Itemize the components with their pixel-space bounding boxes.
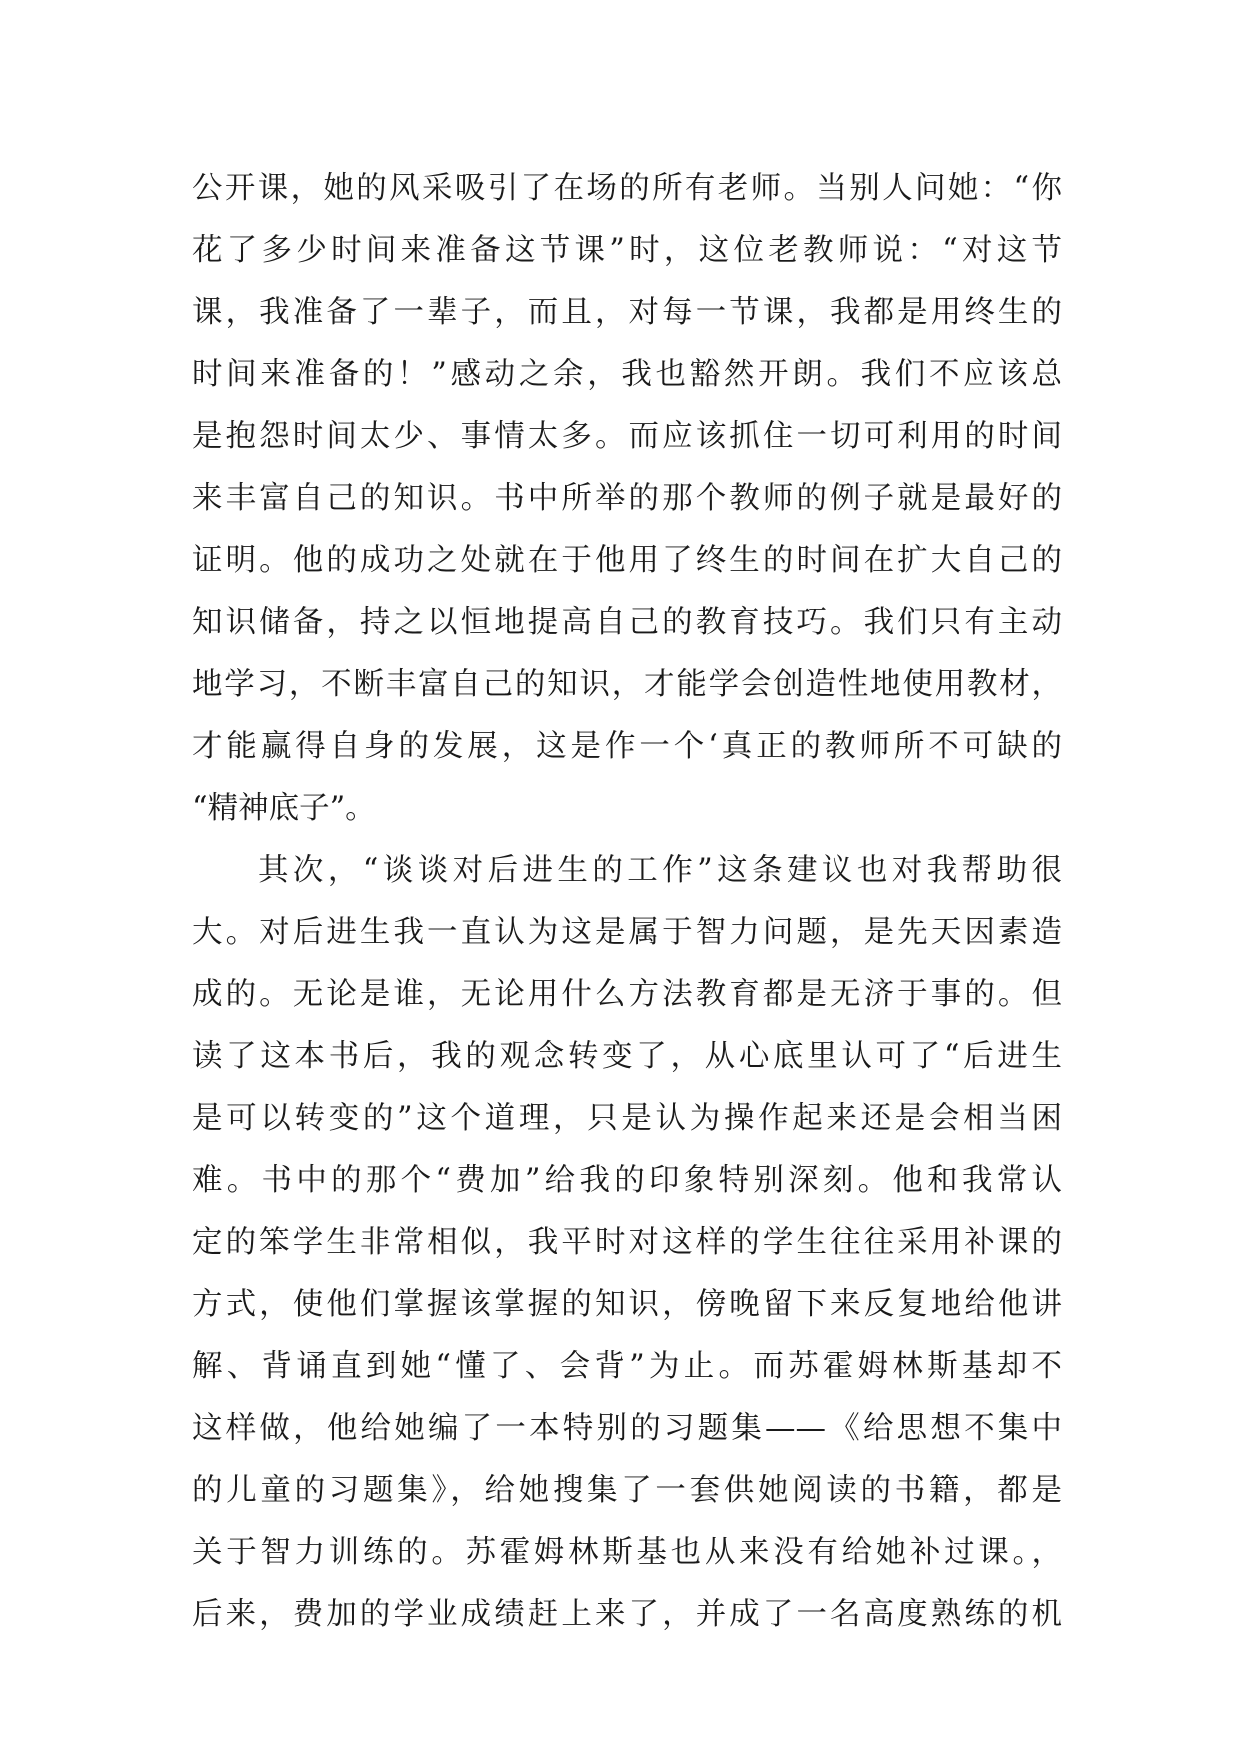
text-line: “精神底子”。 <box>192 791 376 826</box>
paragraph-1 <box>192 158 1062 840</box>
text-line: 方式，使他们掌握该掌握的知识，傍晚留下来反复地给他讲 <box>192 1287 1062 1322</box>
text-line: 知识储备，持之以恒地提高自己的教育技巧。我们只有主动 <box>192 605 1062 640</box>
text-line: 后来，费加的学业成绩赶上来了，并成了一名高度熟练的机 <box>192 1597 1062 1632</box>
text-line: 这样做，他给她编了一本特别的习题集——《给思想不集中 <box>192 1411 1062 1446</box>
text-line: 是可以转变的”这个道理，只是认为操作起来还是会相当困 <box>192 1101 1062 1136</box>
body-text <box>192 158 1062 1646</box>
text-line: 课，我准备了一辈子，而且，对每一节课，我都是用终生的 <box>192 295 1062 330</box>
text-line: 成的。无论是谁，无论用什么方法教育都是无济于事的。但 <box>192 977 1062 1012</box>
text-line: 难。书中的那个“费加”给我的印象特别深刻。他和我常认 <box>192 1163 1062 1198</box>
text-line: 才能赢得自身的发展，这是作一个‘真正的教师所不可缺的 <box>192 729 1062 764</box>
text-line: 证明。他的成功之处就在于他用了终生的时间在扩大自己的 <box>192 543 1062 578</box>
text-line: 花了多少时间来准备这节课”时，这位老教师说：“对这节 <box>192 233 1062 268</box>
text-line: 关于智力训练的。苏霍姆林斯基也从来没有给她补过课。， <box>192 1535 1062 1570</box>
text-line: 的儿童的习题集》，给她搜集了一套供她阅读的书籍，都是 <box>192 1473 1062 1508</box>
text-line: 公开课，她的风采吸引了在场的所有老师。当别人问她：“你 <box>192 171 1062 206</box>
text-line: 读了这本书后，我的观念转变了，从心底里认可了“后进生 <box>192 1039 1062 1074</box>
text-line: 其次，“谈谈对后进生的工作”这条建议也对我帮助很 <box>258 853 1062 888</box>
text-line: 定的笨学生非常相似，我平时对这样的学生往往采用补课的 <box>192 1225 1062 1260</box>
paragraph-2 <box>192 840 1062 1646</box>
text-line: 大。对后进生我一直认为这是属于智力问题，是先天因素造 <box>192 915 1062 950</box>
text-line: 来丰富自己的知识。书中所举的那个教师的例子就是最好的 <box>192 481 1062 516</box>
text-line: 时间来准备的！”感动之余，我也豁然开朗。我们不应该总 <box>192 357 1062 392</box>
text-line: 解、背诵直到她“懂了、会背”为止。而苏霍姆林斯基却不 <box>192 1349 1062 1384</box>
text-line: 是抱怨时间太少、事情太多。而应该抓住一切可利用的时间 <box>192 419 1062 454</box>
text-line: 地学习，不断丰富自己的知识，才能学会创造性地使用教材， <box>192 667 1062 702</box>
